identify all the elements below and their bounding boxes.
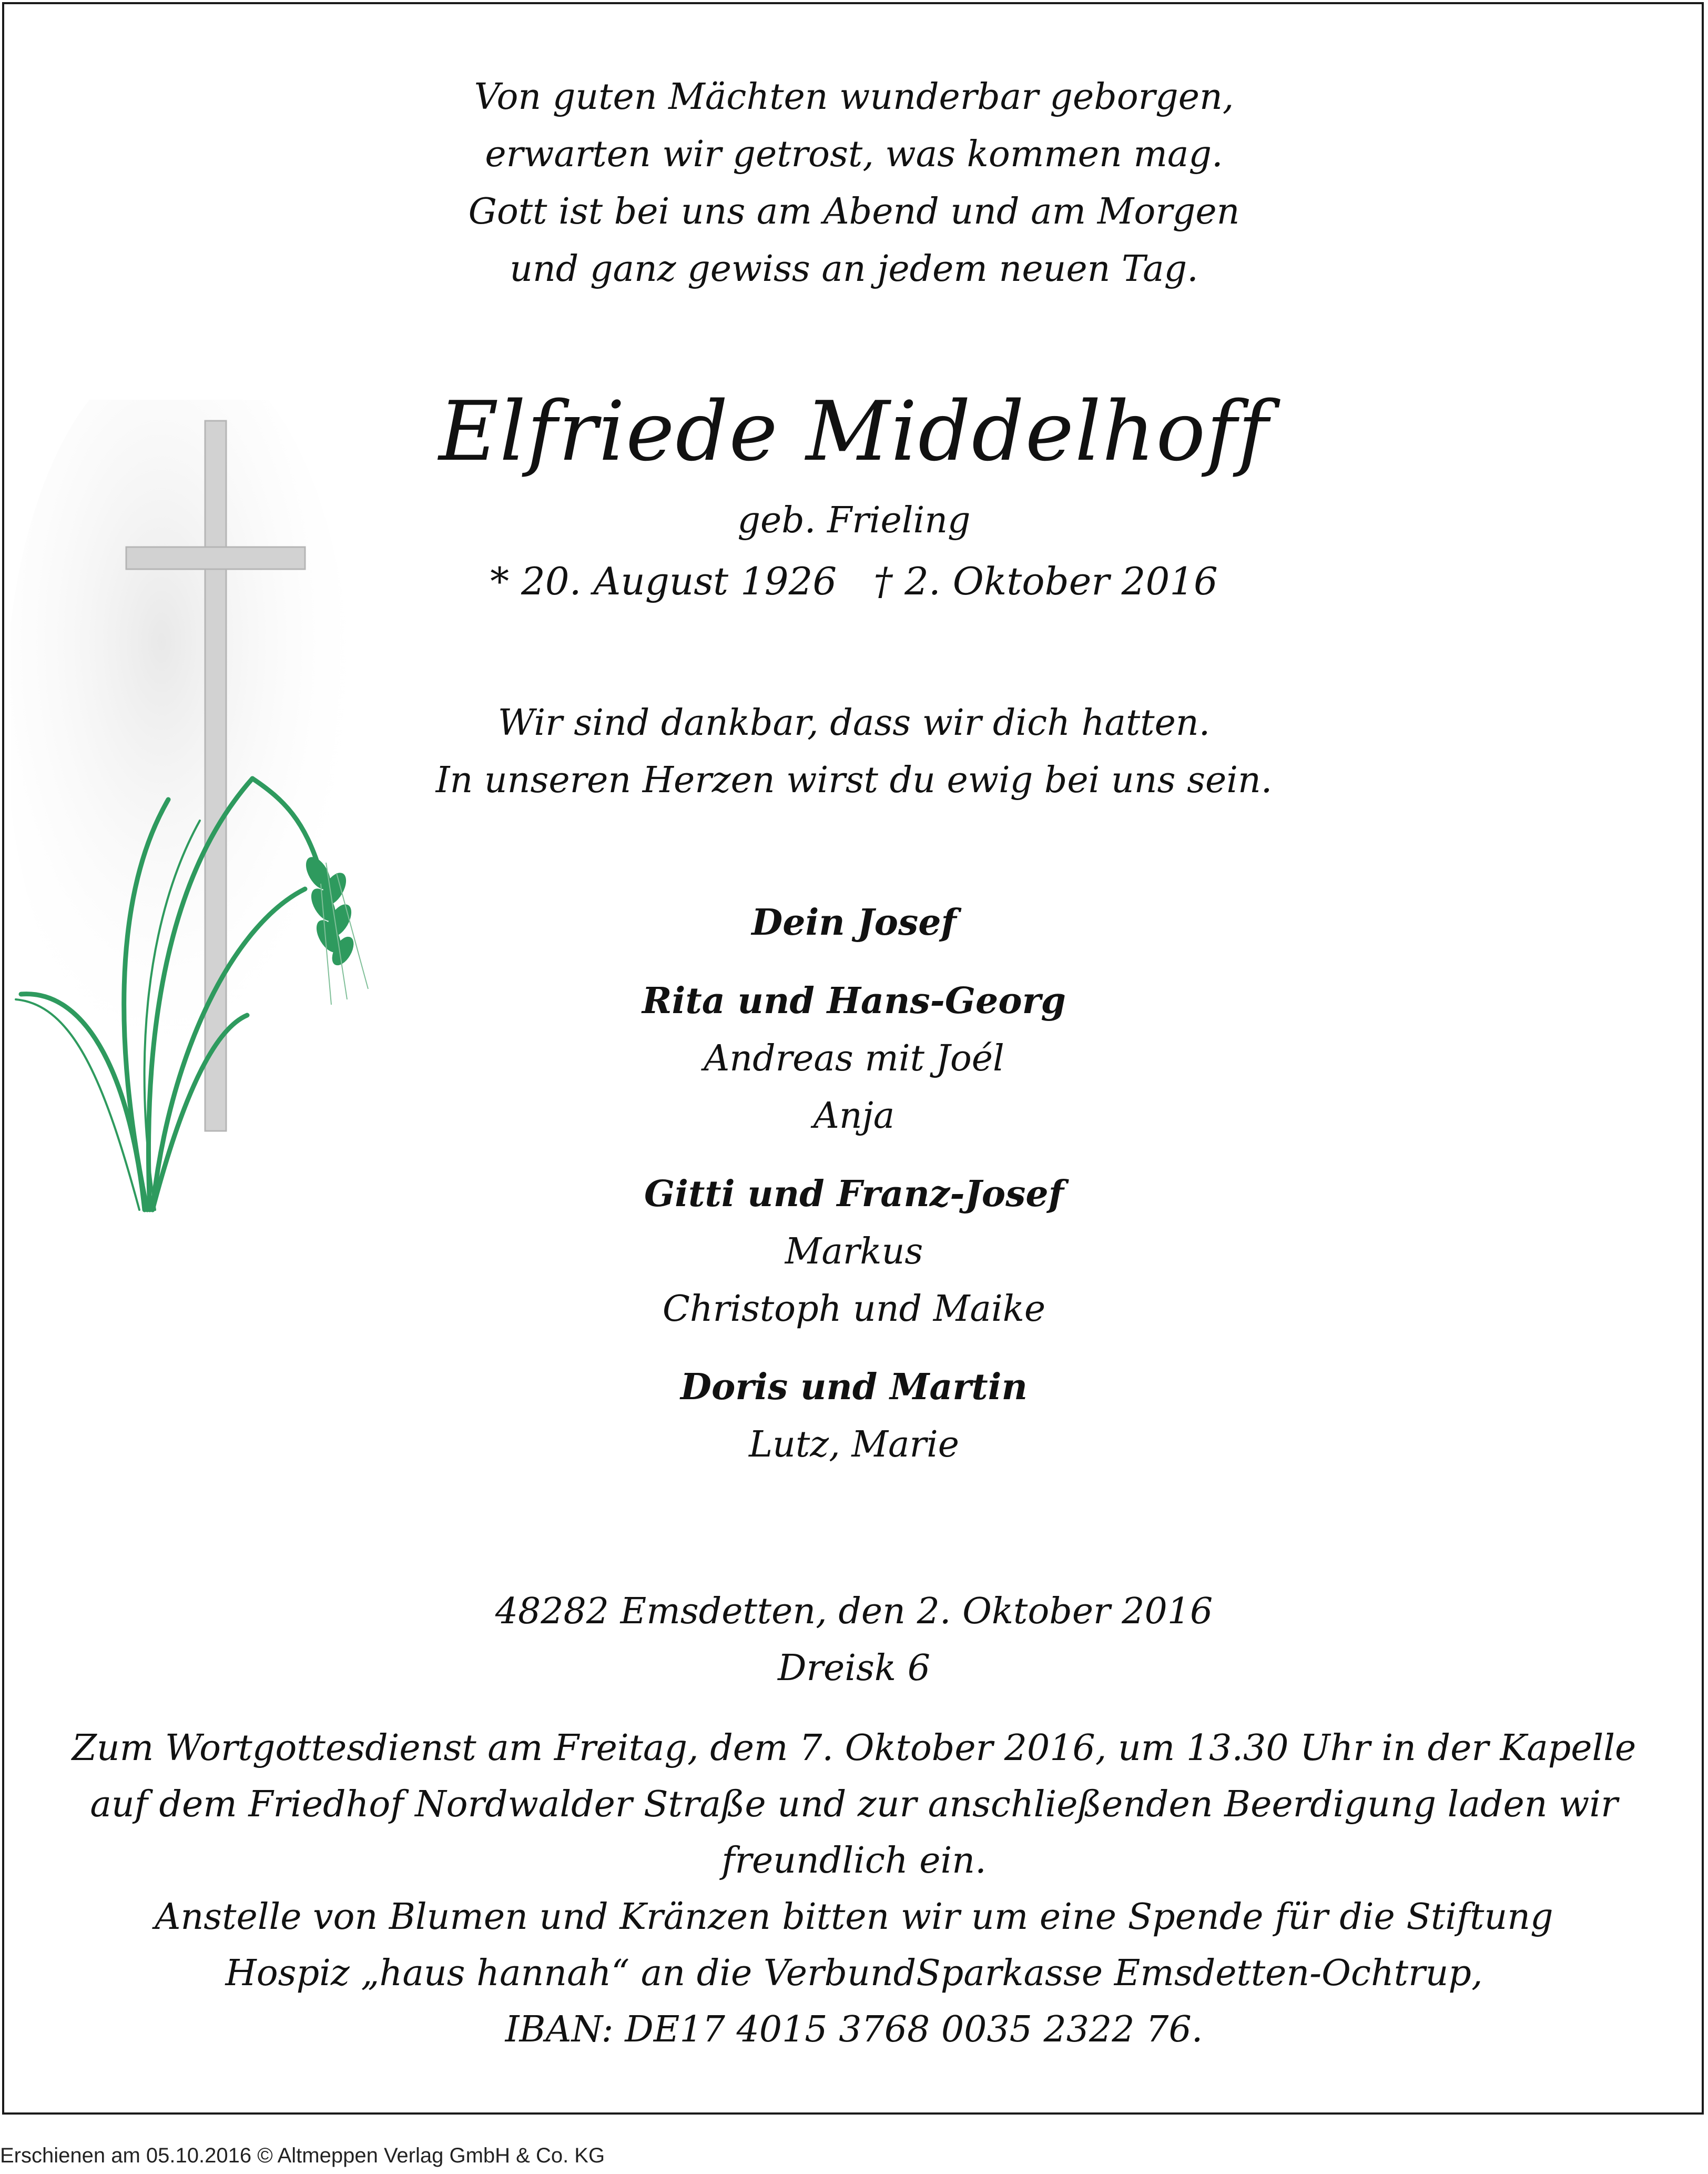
notice-line: auf dem Friedhof Nordwalder Straße und zur anschließenden Beerdigung laden wir xyxy=(90,1784,1618,1825)
family-head: Rita und Hans-Georg xyxy=(642,980,1066,1022)
birth-date: * 20. August 1926 xyxy=(490,559,837,603)
thanks-text xyxy=(0,694,1708,809)
poem-line: erwarten wir getrost, was kommen mag. xyxy=(485,134,1223,175)
notice-line: freundlich ein. xyxy=(721,1840,987,1882)
deceased-name: Elfriede Middelhoff xyxy=(439,383,1269,479)
family-member: Christoph und Maike xyxy=(662,1288,1046,1330)
family-member: Lutz, Marie xyxy=(749,1424,959,1465)
notice-line: Hospiz „haus hannah“ an die VerbundSparkasse Emsdetten-Ochtrup, xyxy=(225,1953,1483,1994)
thanks-line: Wir sind dankbar, dass wir dich hatten. xyxy=(497,702,1211,744)
poem-line: Von guten Mächten wunderbar geborgen, xyxy=(474,76,1234,118)
street-address: Dreisk 6 xyxy=(778,1647,930,1689)
birth-name: geb. Frieling xyxy=(737,500,971,541)
poem-line: und ganz gewiss an jedem neuen Tag. xyxy=(510,248,1198,290)
mourners-list xyxy=(0,894,1708,1473)
notice-line: Zum Wortgottesdienst am Freitag, dem 7. Oktober 2016, um 13.30 Uhr in der Kapelle xyxy=(72,1727,1636,1769)
death-date: † 2. Oktober 2016 xyxy=(873,559,1218,603)
family-member: Andreas mit Joél xyxy=(704,1038,1004,1079)
family-member: Markus xyxy=(785,1231,923,1272)
family-head: Doris und Martin xyxy=(680,1366,1028,1408)
family-head: Dein Josef xyxy=(751,902,957,944)
poem-line: Gott ist bei uns am Abend und am Morgen xyxy=(468,191,1240,232)
life-dates xyxy=(0,552,1708,610)
publication-footer: Erschienen am 05.10.2016 © Altmeppen Verlag GmbH & Co. KG xyxy=(0,2144,605,2167)
place-and-address xyxy=(0,1583,1708,1697)
service-notice xyxy=(0,1720,1708,2058)
poem xyxy=(0,68,1708,298)
place-date: 48282 Emsdetten, den 2. Oktober 2016 xyxy=(495,1591,1213,1632)
family-head: Gitti und Franz-Josef xyxy=(644,1173,1064,1215)
thanks-line: In unseren Herzen wirst du ewig bei uns sein. xyxy=(435,760,1273,801)
family-member: Anja xyxy=(813,1095,895,1137)
notice-line: IBAN: DE17 4015 3768 0035 2322 76. xyxy=(505,2009,1203,2050)
notice-line: Anstelle von Blumen und Kränzen bitten wir um eine Spende für die Stiftung xyxy=(155,1896,1553,1938)
